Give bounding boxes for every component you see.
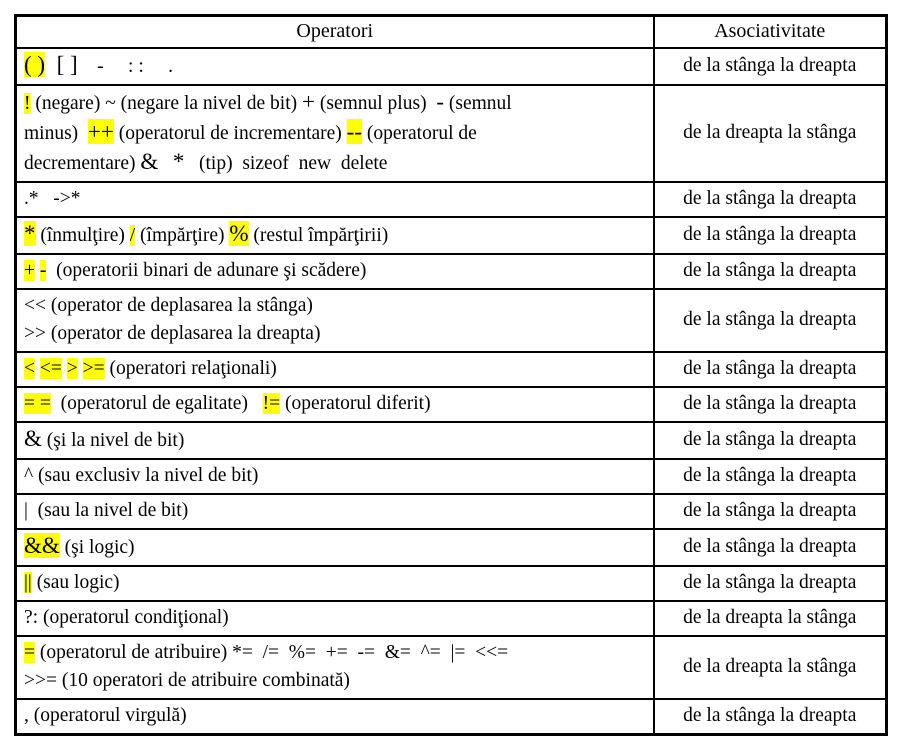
associativity-cell: de la stânga la dreapta: [654, 494, 887, 529]
operator-token: *: [24, 221, 36, 246]
cell-text: *= /= %= += -= &= ^= |= <<=: [232, 642, 509, 663]
operator-token: %: [229, 221, 249, 246]
cell-text: ^ (sau exclusiv la nivel de bit): [24, 465, 259, 486]
associativity-cell: de la stânga la dreapta: [654, 529, 887, 566]
operator-token: -: [39, 260, 47, 281]
operator-token: &: [24, 426, 42, 451]
operator-line: [24, 88, 647, 118]
operators-cell: [16, 529, 654, 566]
associativity-cell: de la stânga la dreapta: [654, 459, 887, 494]
table-row: [16, 254, 887, 289]
operators-precedence-table: [14, 14, 888, 736]
operator-line: [24, 118, 647, 148]
header-row: [16, 16, 887, 49]
cell-text: ?: (operatorul condiţional): [24, 607, 229, 628]
operator-line: [24, 355, 647, 383]
operator-line: [24, 185, 647, 213]
cell-text: (împărţire): [135, 225, 230, 246]
operator-line: [24, 667, 647, 695]
associativity-cell: de la dreapta la stânga: [654, 601, 887, 636]
cell-text: (operatori relaţionali): [104, 358, 277, 379]
cell-text: (sau logic): [31, 572, 120, 593]
table-row: [16, 422, 887, 459]
cell-text: (operatorul de egalitate): [50, 393, 263, 414]
cell-text: (şi la nivel de bit): [41, 430, 185, 451]
operator-line: [24, 702, 647, 730]
cell-text: | (sau la nivel de bit): [24, 500, 189, 521]
operator-line: [24, 604, 647, 632]
operators-cell: [16, 352, 654, 387]
associativity-cell: de la dreapta la stânga: [654, 636, 887, 699]
table-row: [16, 85, 887, 182]
associativity-cell: de la stânga la dreapta: [654, 217, 887, 254]
cell-text: (operatorul de incrementare): [113, 123, 347, 144]
cell-text: (operatorul de atribuire): [35, 642, 233, 663]
operators-cell: [16, 289, 654, 352]
cell-text: (negare) ~ (negare la nivel de bit): [30, 93, 302, 114]
cell-text: (semnul plus): [314, 93, 437, 114]
operator-token: ++: [87, 119, 114, 144]
operator-line: [24, 462, 647, 490]
operator-token: <: [24, 358, 35, 379]
operator-token: &: [140, 149, 159, 174]
operators-cell: [16, 494, 654, 529]
operator-line: [24, 390, 647, 418]
column-header-associativity: Asociativitate: [654, 16, 887, 49]
table-row: [16, 48, 887, 85]
cell-text: (tip) sizeof new delete: [184, 153, 388, 174]
operator-token: *: [172, 149, 185, 174]
associativity-cell: de la dreapta la stânga: [654, 85, 887, 182]
cell-text: (semnul: [443, 93, 512, 114]
operator-token: !=: [262, 393, 281, 414]
cell-text: [78, 358, 83, 379]
column-header-operators: Operatori: [16, 16, 654, 49]
table-row: [16, 566, 887, 601]
table-row: [16, 182, 887, 217]
operator-token: ( ): [24, 52, 46, 77]
operators-cell: [16, 182, 654, 217]
table-row: [16, 459, 887, 494]
table-row: [16, 217, 887, 254]
operator-line: [24, 569, 647, 597]
cell-text: (operatorul de: [362, 123, 477, 144]
cell-text: [158, 153, 173, 174]
table-row: [16, 289, 887, 352]
table-body: [16, 48, 887, 735]
operator-line: [24, 148, 647, 178]
operator-line: [24, 257, 647, 285]
cell-text: (restul împărţirii): [248, 225, 389, 246]
operators-cell: [16, 254, 654, 289]
operator-token: =: [24, 642, 35, 663]
operators-cell: [16, 601, 654, 636]
operators-cell: [16, 48, 654, 85]
cell-text: (operatorul diferit): [280, 393, 431, 414]
operator-token: [ ]: [45, 52, 78, 77]
operator-line: [24, 425, 647, 455]
cell-text: - : : .: [77, 56, 173, 77]
operator-line: [24, 532, 647, 562]
associativity-cell: de la stânga la dreapta: [654, 254, 887, 289]
cell-text: decrementare): [24, 153, 141, 174]
operator-token: /: [129, 225, 136, 246]
operator-token: = =: [24, 393, 51, 414]
associativity-cell: de la stânga la dreapta: [654, 48, 887, 85]
operator-token: >: [66, 358, 78, 379]
operator-line: [24, 639, 647, 667]
operator-token: -: [436, 89, 444, 114]
table-row: [16, 494, 887, 529]
table-row: [16, 699, 887, 735]
operator-line: [24, 220, 647, 250]
operator-line: [24, 497, 647, 525]
cell-text: .* ->*: [24, 188, 81, 209]
cell-text: minus): [24, 123, 88, 144]
associativity-cell: de la stânga la dreapta: [654, 289, 887, 352]
cell-text: >> (operator de deplasarea la dreapta): [24, 323, 321, 344]
operators-cell: [16, 387, 654, 422]
operator-line: [24, 51, 647, 81]
associativity-cell: de la stânga la dreapta: [654, 566, 887, 601]
cell-text: (şi logic): [59, 537, 135, 558]
associativity-cell: de la stânga la dreapta: [654, 699, 887, 735]
table-row: [16, 529, 887, 566]
associativity-cell: de la stânga la dreapta: [654, 352, 887, 387]
table-row: [16, 387, 887, 422]
operator-token: &&: [24, 533, 60, 558]
cell-text: (înmulţire): [35, 225, 130, 246]
associativity-cell: de la stânga la dreapta: [654, 422, 887, 459]
cell-text: << (operator de deplasarea la stânga): [24, 295, 313, 316]
operators-cell: [16, 85, 654, 182]
operator-token: ||: [24, 572, 32, 593]
operators-cell: [16, 699, 654, 735]
operators-cell: [16, 566, 654, 601]
operator-token: +: [24, 260, 35, 281]
operators-cell: [16, 422, 654, 459]
cell-text: >>= (10 operatori de atribuire combinată): [24, 670, 350, 691]
operator-token: +: [302, 89, 315, 114]
operator-token: >=: [82, 358, 105, 379]
table-row: [16, 352, 887, 387]
table-row: [16, 601, 887, 636]
associativity-cell: de la stânga la dreapta: [654, 182, 887, 217]
cell-text: , (operatorul virgulă): [24, 705, 187, 726]
operator-token: <=: [39, 358, 62, 379]
operators-cell: [16, 459, 654, 494]
operator-line: [24, 292, 647, 320]
operator-token: !: [24, 93, 31, 114]
operators-cell: [16, 217, 654, 254]
associativity-cell: de la stânga la dreapta: [654, 387, 887, 422]
operator-line: [24, 320, 647, 348]
cell-text: (operatorii binari de adunare şi scădere): [46, 260, 367, 281]
operator-token: --: [346, 119, 362, 144]
